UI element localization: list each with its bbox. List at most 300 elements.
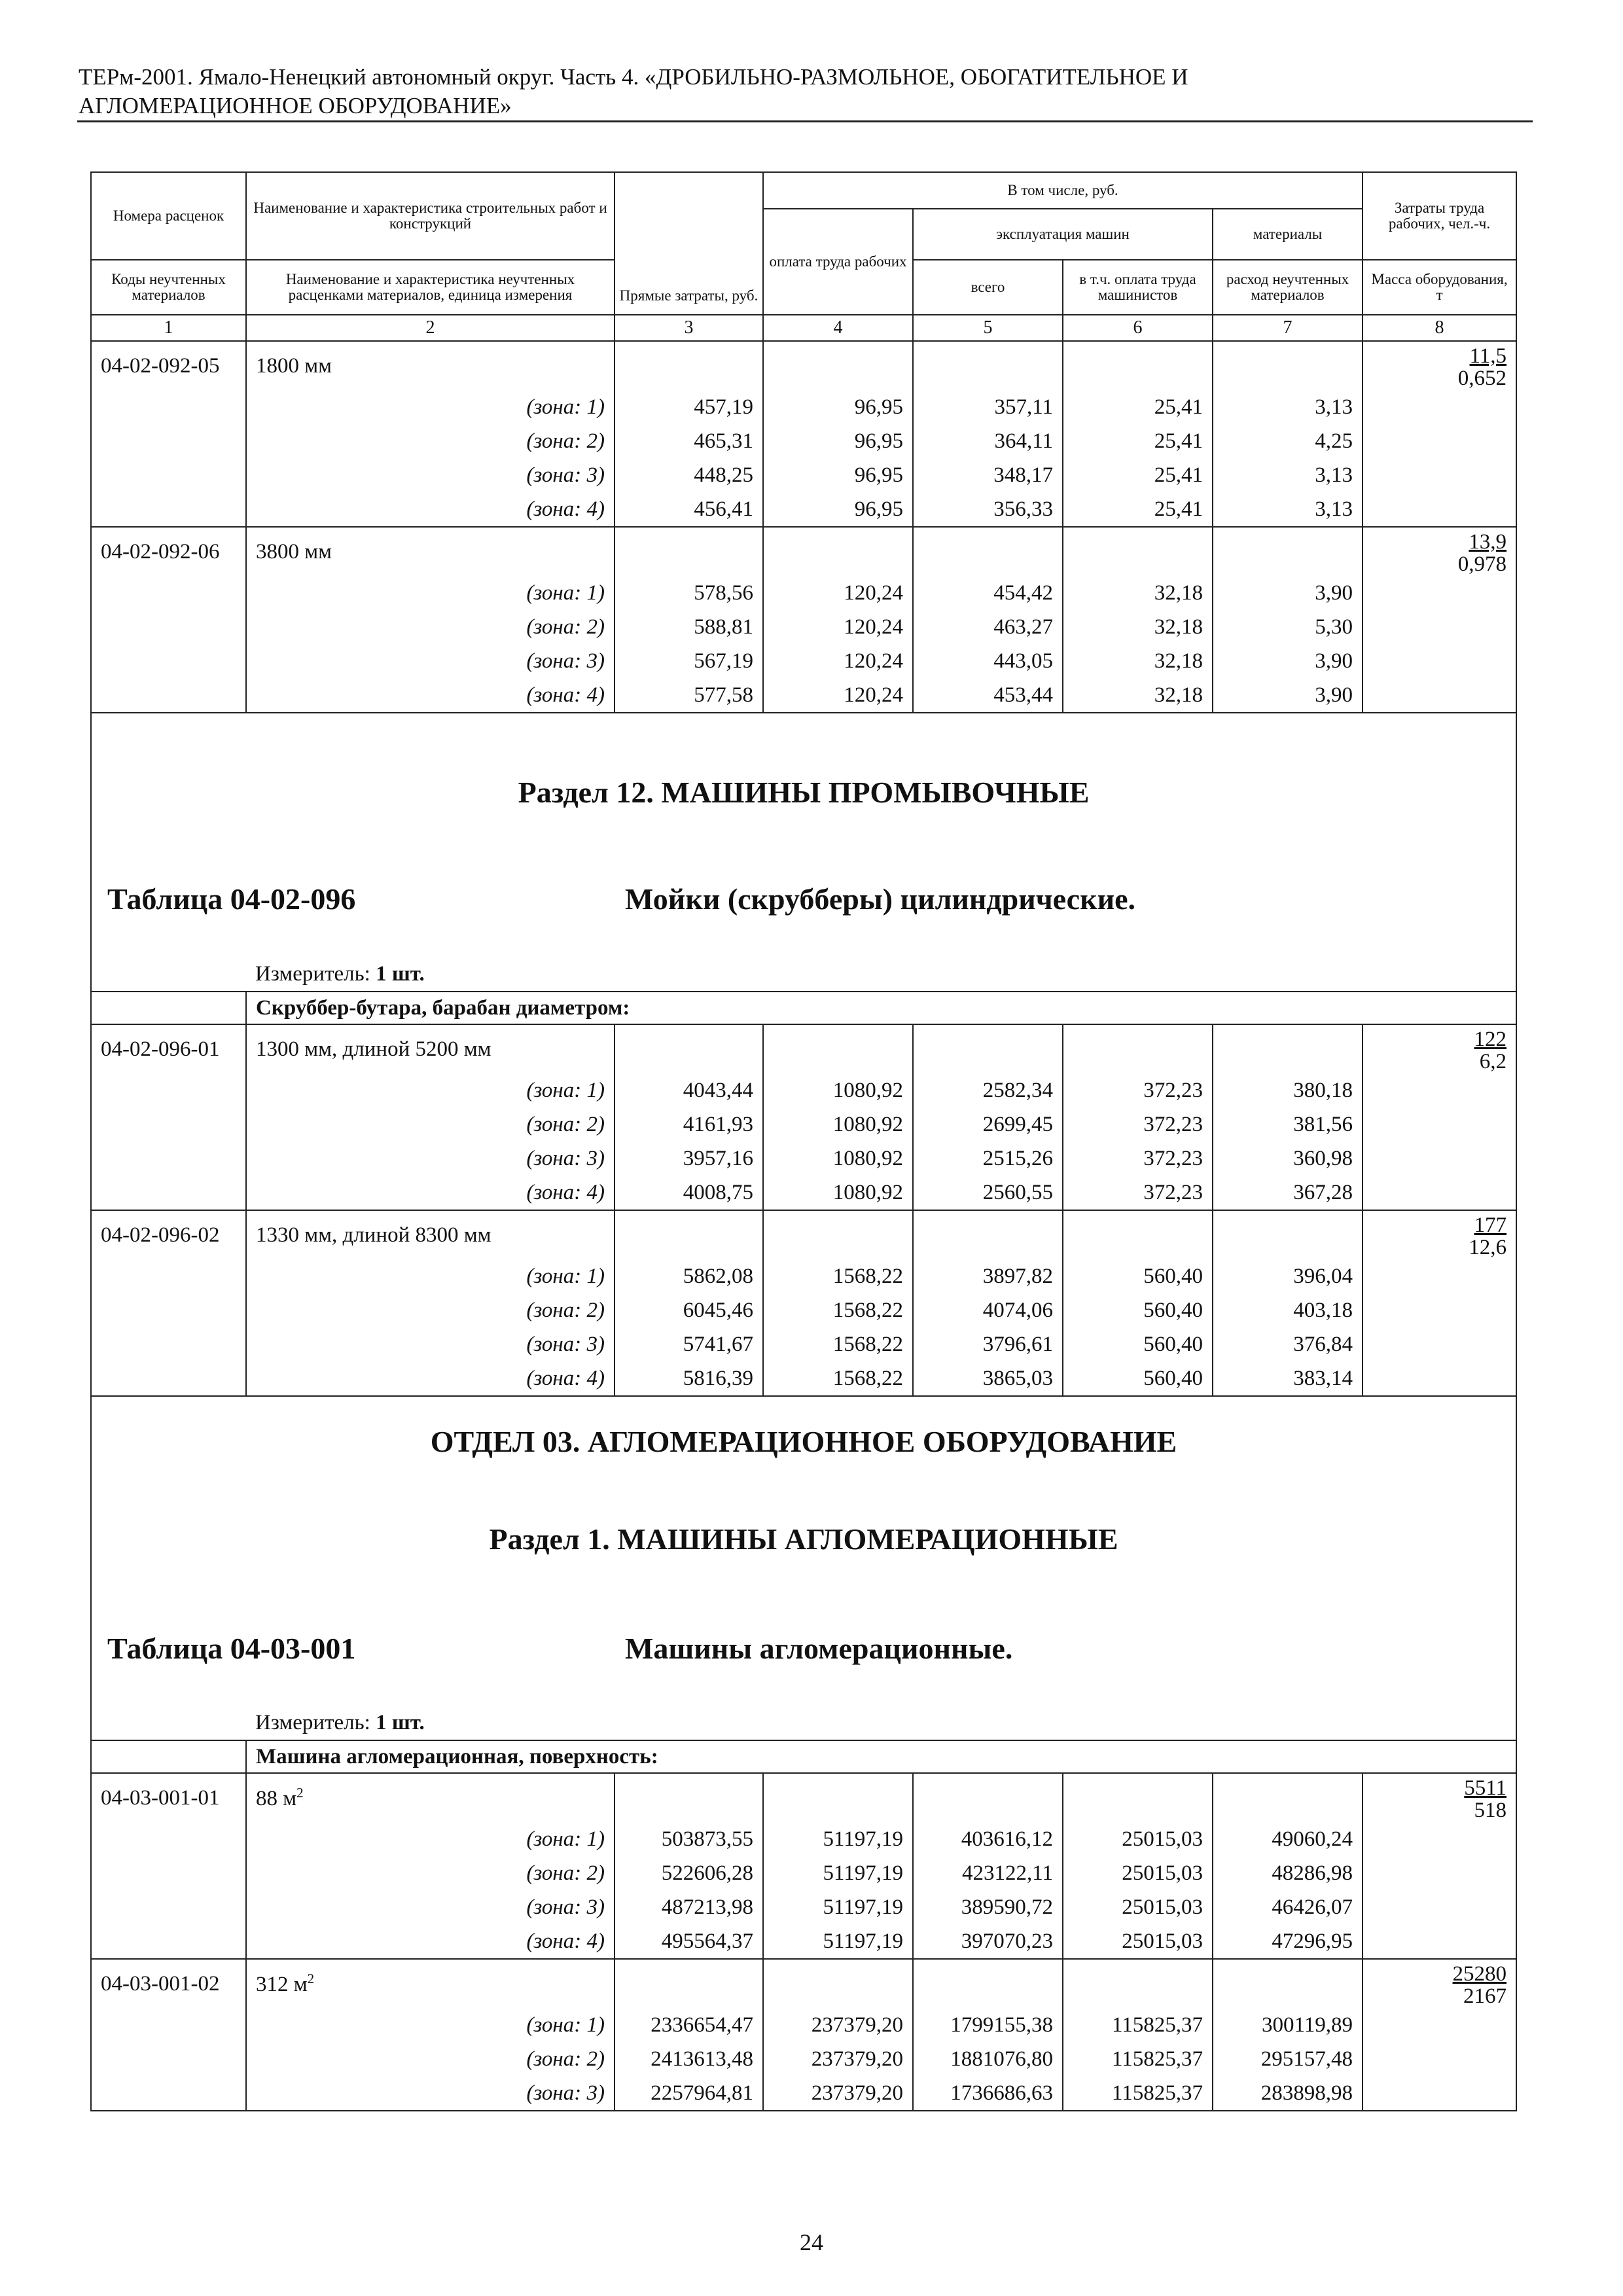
zone-value: 357,11: [913, 390, 1063, 424]
zone-row: [91, 2042, 1516, 2076]
empty-cell: [1363, 1293, 1516, 1327]
empty-cell: [1363, 1822, 1516, 1856]
zone-value: 560,40: [1063, 1327, 1213, 1361]
empty-cell: [1363, 2008, 1516, 2042]
zone-value: 237379,20: [763, 2042, 913, 2076]
table-title: [92, 875, 1516, 930]
zone-value: 522606,28: [615, 1856, 763, 1890]
rate-item-row: [91, 1959, 1516, 2008]
zone-row: [91, 1822, 1516, 1856]
zone-value: 49060,24: [1213, 1822, 1363, 1856]
dept03-block-cell: [91, 1396, 1516, 1711]
equipment-mass: 6,2: [1479, 1050, 1507, 1073]
zone-value: 360,98: [1213, 1141, 1363, 1175]
zone-label: (зона: 1): [246, 390, 615, 424]
empty-cell: [1363, 1107, 1516, 1141]
rate-name: [246, 341, 615, 390]
zone-value: 403616,12: [913, 1822, 1063, 1856]
zone-value: 115825,37: [1063, 2042, 1213, 2076]
empty-cell: [615, 341, 763, 390]
zone-value: 1736686,63: [913, 2076, 1063, 2111]
empty-cell: [1213, 1773, 1363, 1822]
empty-cell: [91, 1293, 246, 1327]
zone-label: (зона: 2): [246, 2042, 615, 2076]
col-number: 5: [913, 315, 1063, 341]
zone-label: (зона: 2): [246, 424, 615, 458]
empty-cell: [91, 1073, 246, 1107]
labor-mass-fraction: [1363, 1959, 1516, 2008]
section12-block-cell: [91, 713, 1516, 962]
measure-cell: [91, 962, 1516, 992]
zone-value: 4043,44: [615, 1073, 763, 1107]
zone-row: [91, 1856, 1516, 1890]
rate-name: [246, 1024, 615, 1073]
rate-name-text: 1800 мм: [256, 353, 332, 378]
zone-label: (зона: 2): [246, 610, 615, 644]
zone-value: 32,18: [1063, 678, 1213, 713]
empty-cell: [1063, 1024, 1213, 1073]
empty-cell: [1063, 1773, 1213, 1822]
zone-value: 283898,98: [1213, 2076, 1363, 2111]
group-title: Скруббер-бутара, барабан диаметром:: [246, 992, 1516, 1024]
empty-cell: [1363, 492, 1516, 527]
rate-name: [246, 1210, 615, 1259]
zone-value: 448,25: [615, 458, 763, 492]
rate-item-row: [91, 1024, 1516, 1073]
zone-value: 453,44: [913, 678, 1063, 713]
zone-value: 2336654,47: [615, 2008, 763, 2042]
zone-value: 3865,03: [913, 1361, 1063, 1396]
zone-label: (зона: 2): [246, 1856, 615, 1890]
empty-cell: [91, 1822, 246, 1856]
zone-value: 25,41: [1063, 458, 1213, 492]
zone-value: 389590,72: [913, 1890, 1063, 1924]
zone-value: 380,18: [1213, 1073, 1363, 1107]
zone-value: 25,41: [1063, 390, 1213, 424]
col8-header-a: Затраты труда рабочих, чел.-ч.: [1363, 172, 1516, 260]
zone-value: 588,81: [615, 610, 763, 644]
zone-value: 120,24: [763, 644, 913, 678]
equipment-mass: 0,978: [1457, 552, 1507, 576]
measure-label: Измеритель:: [255, 962, 370, 986]
empty-cell: [91, 576, 246, 610]
section12-title: Раздел 12. МАШИНЫ ПРОМЫВОЧНЫЕ: [518, 776, 1090, 809]
table-code: Таблица 04-02-096: [107, 882, 356, 916]
unit-superscript: 2: [307, 1971, 315, 1986]
zone-value: 3,13: [1213, 390, 1363, 424]
rate-code: 04-02-096-01: [91, 1024, 246, 1073]
zone-value: 120,24: [763, 576, 913, 610]
col-number: 8: [1363, 315, 1516, 341]
empty-cell: [91, 678, 246, 713]
zone-row: [91, 1924, 1516, 1959]
unit-superscript: 2: [296, 1785, 304, 1801]
zone-value: 237379,20: [763, 2076, 913, 2111]
empty-cell: [913, 527, 1063, 576]
empty-cell: [763, 1773, 913, 1822]
header-line-2: АГЛОМЕРАЦИОННОЕ ОБОРУДОВАНИЕ»: [79, 93, 512, 118]
zone-value: 1568,22: [763, 1361, 913, 1396]
zone-label: (зона: 2): [246, 1293, 615, 1327]
zone-value: 367,28: [1213, 1175, 1363, 1210]
zone-label: (зона: 3): [246, 644, 615, 678]
labor-mass-fraction: [1363, 527, 1516, 576]
empty-cell: [91, 1107, 246, 1141]
empty-cell: [1063, 1959, 1213, 2008]
empty-cell: [1213, 1210, 1363, 1259]
labor-mass-fraction: [1363, 1024, 1516, 1073]
zone-row: [91, 1175, 1516, 1210]
empty-cell: [1213, 527, 1363, 576]
zone-row: [91, 1259, 1516, 1293]
col-number: 1: [91, 315, 246, 341]
empty-cell: [913, 1210, 1063, 1259]
zone-value: 457,19: [615, 390, 763, 424]
zone-value: 2257964,81: [615, 2076, 763, 2111]
machines-header: эксплуатация машин: [913, 209, 1213, 260]
zone-value: 2560,55: [913, 1175, 1063, 1210]
zone-value: 1080,92: [763, 1107, 913, 1141]
zone-label: (зона: 4): [246, 492, 615, 527]
zone-value: 51197,19: [763, 1856, 913, 1890]
zone-value: 5,30: [1213, 610, 1363, 644]
zone-value: 372,23: [1063, 1141, 1213, 1175]
equipment-mass: 518: [1474, 1799, 1507, 1822]
zone-label: (зона: 3): [246, 2076, 615, 2111]
zone-value: 2699,45: [913, 1107, 1063, 1141]
rate-name-text: 1330 мм, длиной 8300 мм: [256, 1223, 491, 1247]
zone-value: 25,41: [1063, 492, 1213, 527]
empty-cell: [913, 341, 1063, 390]
zone-label: (зона: 4): [246, 678, 615, 713]
section12-block: [91, 713, 1516, 962]
empty-cell: [615, 1959, 763, 2008]
zone-value: 47296,95: [1213, 1924, 1363, 1959]
zone-value: 1568,22: [763, 1259, 913, 1293]
zone-label: (зона: 3): [246, 1141, 615, 1175]
zone-row: [91, 1107, 1516, 1141]
labor-cost: 5511: [1464, 1776, 1507, 1800]
empty-cell: [763, 341, 913, 390]
zone-value: 120,24: [763, 610, 913, 644]
col-number: 2: [246, 315, 615, 341]
section1-title: Раздел 1. МАШИНЫ АГЛОМЕРАЦИОННЫЕ: [489, 1522, 1118, 1556]
zone-label: (зона: 1): [246, 2008, 615, 2042]
empty-cell: [1363, 678, 1516, 713]
empty-cell: [91, 2076, 246, 2111]
zone-value: 25,41: [1063, 424, 1213, 458]
col-number: 7: [1213, 315, 1363, 341]
zone-row: [91, 1073, 1516, 1107]
dept03-block: [91, 1396, 1516, 1711]
col8-header-b: Масса оборудования, т: [1363, 260, 1516, 315]
zone-value: 1080,92: [763, 1175, 913, 1210]
empty-cell: [91, 1259, 246, 1293]
zone-row: [91, 1293, 1516, 1327]
empty-cell: [1363, 1327, 1516, 1361]
zone-value: 3957,16: [615, 1141, 763, 1175]
zone-value: 463,27: [913, 610, 1063, 644]
col-number: 6: [1063, 315, 1213, 341]
empty-cell: [1363, 1890, 1516, 1924]
zone-value: 423122,11: [913, 1856, 1063, 1890]
rate-name: [246, 527, 615, 576]
empty-cell: [1363, 1259, 1516, 1293]
rate-code: 04-03-001-02: [91, 1959, 246, 2008]
department03-title: ОТДЕЛ 03. АГЛОМЕРАЦИОННОЕ ОБОРУДОВАНИЕ: [430, 1425, 1177, 1458]
zone-value: 1881076,80: [913, 2042, 1063, 2076]
zone-value: 381,56: [1213, 1107, 1363, 1141]
zone-value: 560,40: [1063, 1293, 1213, 1327]
empty-cell: [91, 1740, 246, 1773]
empty-cell: [763, 1024, 913, 1073]
equipment-mass: 0,652: [1457, 367, 1507, 390]
empty-cell: [913, 1773, 1063, 1822]
empty-cell: [1363, 424, 1516, 458]
zone-value: 4008,75: [615, 1175, 763, 1210]
col2-header-b: Наименование и характеристика неучтенных расценками материалов, единица измерения: [246, 260, 615, 315]
zone-value: 1568,22: [763, 1327, 913, 1361]
zone-value: 4,25: [1213, 424, 1363, 458]
zone-value: 25015,03: [1063, 1924, 1213, 1959]
zone-value: 465,31: [615, 424, 763, 458]
zone-value: 1568,22: [763, 1293, 913, 1327]
col-number: 3: [615, 315, 763, 341]
rate-name-text: 1300 мм, длиной 5200 мм: [256, 1037, 491, 1061]
empty-cell: [1213, 341, 1363, 390]
empty-cell: [1213, 1959, 1363, 2008]
zone-row: [91, 424, 1516, 458]
zone-value: 456,41: [615, 492, 763, 527]
zone-value: 48286,98: [1213, 1856, 1363, 1890]
labor-cost: 13,9: [1469, 530, 1507, 554]
col6-header: в т.ч. оплата труда машинистов: [1063, 260, 1213, 315]
zone-value: 495564,37: [615, 1924, 763, 1959]
rate-code: 04-02-092-06: [91, 527, 246, 576]
measure-value: 1 шт.: [376, 1711, 425, 1734]
zone-value: 2582,34: [913, 1073, 1063, 1107]
zone-value: 2515,26: [913, 1141, 1063, 1175]
zone-value: 96,95: [763, 492, 913, 527]
empty-cell: [1363, 1856, 1516, 1890]
zone-value: 3,90: [1213, 678, 1363, 713]
table-name: Мойки (скрубберы) цилиндрические.: [625, 882, 1136, 916]
zone-value: 1080,92: [763, 1073, 913, 1107]
page-number: 24: [800, 2229, 823, 2255]
zone-value: 25015,03: [1063, 1890, 1213, 1924]
table-title: [92, 1624, 1516, 1679]
zone-value: 356,33: [913, 492, 1063, 527]
zone-label: (зона: 2): [246, 1107, 615, 1141]
zone-value: 3,13: [1213, 492, 1363, 527]
zone-row: [91, 1327, 1516, 1361]
empty-cell: [91, 1327, 246, 1361]
zone-value: 96,95: [763, 424, 913, 458]
zone-value: 348,17: [913, 458, 1063, 492]
empty-cell: [91, 458, 246, 492]
zone-value: 51197,19: [763, 1822, 913, 1856]
zone-value: 6045,46: [615, 1293, 763, 1327]
col7-header: расход неучтенных материалов: [1213, 260, 1363, 315]
zone-value: 5741,67: [615, 1327, 763, 1361]
empty-cell: [1063, 341, 1213, 390]
labor-cost: 11,5: [1469, 344, 1507, 368]
zone-value: 32,18: [1063, 644, 1213, 678]
rate-name: [246, 1959, 615, 2008]
measure-row: [91, 962, 1516, 992]
zone-value: 487213,98: [615, 1890, 763, 1924]
empty-cell: [91, 2008, 246, 2042]
zone-row: [91, 1890, 1516, 1924]
zone-value: 32,18: [1063, 576, 1213, 610]
zone-value: 237379,20: [763, 2008, 913, 2042]
empty-cell: [91, 390, 246, 424]
labor-cost: 122: [1474, 1028, 1507, 1051]
zone-label: (зона: 4): [246, 1175, 615, 1210]
measure-row: [91, 1711, 1516, 1740]
zone-value: 1080,92: [763, 1141, 913, 1175]
empty-cell: [1363, 2076, 1516, 2111]
empty-cell: [91, 610, 246, 644]
zone-label: (зона: 1): [246, 576, 615, 610]
empty-cell: [1363, 390, 1516, 424]
zone-value: 372,23: [1063, 1073, 1213, 1107]
in-total-header: В том числе, руб.: [763, 172, 1363, 209]
zone-value: 25015,03: [1063, 1856, 1213, 1890]
header-line-1: ТЕРм-2001. Ямало-Ненецкий автономный округ. Часть 4. «ДРОБИЛЬНО-РАЗМОЛЬНОЕ, ОБОГАТИТЕЛЬНОЕ И: [79, 64, 1188, 90]
zone-value: 3,90: [1213, 644, 1363, 678]
zone-label: (зона: 1): [246, 1259, 615, 1293]
group-title: Машина агломерационная, поверхность:: [246, 1740, 1516, 1773]
zone-value: 454,42: [913, 576, 1063, 610]
empty-cell: [1213, 1024, 1363, 1073]
col5-header: всего: [913, 260, 1063, 315]
measure-cell: [91, 1711, 1516, 1740]
empty-cell: [91, 492, 246, 527]
zone-value: 503873,55: [615, 1822, 763, 1856]
rate-code: 04-02-092-05: [91, 341, 246, 390]
table-name: Машины агломерационные.: [625, 1632, 1013, 1665]
empty-cell: [91, 1361, 246, 1396]
zone-value: 96,95: [763, 390, 913, 424]
empty-cell: [91, 1924, 246, 1959]
empty-cell: [763, 527, 913, 576]
zone-value: 578,56: [615, 576, 763, 610]
empty-cell: [1363, 2042, 1516, 2076]
rate-code: 04-02-096-02: [91, 1210, 246, 1259]
empty-cell: [913, 1959, 1063, 2008]
zone-row: [91, 1141, 1516, 1175]
zone-value: 46426,07: [1213, 1890, 1363, 1924]
empty-cell: [615, 1210, 763, 1259]
rate-name-text: 3800 мм: [256, 539, 332, 564]
empty-cell: [1363, 1924, 1516, 1959]
header-rule: [77, 120, 1533, 122]
zone-label: (зона: 1): [246, 1822, 615, 1856]
col4-header: оплата труда рабочих: [763, 209, 913, 315]
zone-value: 376,84: [1213, 1327, 1363, 1361]
empty-cell: [763, 1959, 913, 2008]
zone-value: 115825,37: [1063, 2076, 1213, 2111]
zone-value: 51197,19: [763, 1890, 913, 1924]
empty-cell: [91, 992, 246, 1024]
zone-row: [91, 2008, 1516, 2042]
col1-header-b: Коды неучтенных материалов: [91, 260, 246, 315]
empty-cell: [1063, 1210, 1213, 1259]
col2-header-a: Наименование и характеристика строительных работ и конструкций: [246, 172, 615, 260]
zone-value: 5862,08: [615, 1259, 763, 1293]
zone-row: [91, 678, 1516, 713]
empty-cell: [1363, 576, 1516, 610]
zone-value: 51197,19: [763, 1924, 913, 1959]
empty-cell: [1363, 458, 1516, 492]
group-row: [91, 1740, 1516, 1773]
zone-value: 3897,82: [913, 1259, 1063, 1293]
zone-value: 1799155,38: [913, 2008, 1063, 2042]
rate-item-row: [91, 1210, 1516, 1259]
zone-value: 567,19: [615, 644, 763, 678]
empty-cell: [1363, 610, 1516, 644]
materials-header: материалы: [1213, 209, 1363, 260]
zone-value: 96,95: [763, 458, 913, 492]
zone-value: 3,90: [1213, 576, 1363, 610]
empty-cell: [913, 1024, 1063, 1073]
empty-cell: [615, 1773, 763, 1822]
zone-value: 560,40: [1063, 1259, 1213, 1293]
measure-value: 1 шт.: [376, 962, 425, 986]
rate-name: [246, 1773, 615, 1822]
zone-row: [91, 610, 1516, 644]
zone-value: 115825,37: [1063, 2008, 1213, 2042]
zone-value: 383,14: [1213, 1361, 1363, 1396]
zone-value: 403,18: [1213, 1293, 1363, 1327]
zone-value: 2413613,48: [615, 2042, 763, 2076]
empty-cell: [1063, 527, 1213, 576]
rate-name-text: 312 м: [256, 1973, 308, 1996]
zone-label: (зона: 1): [246, 1073, 615, 1107]
zone-value: 4074,06: [913, 1293, 1063, 1327]
zone-value: 5816,39: [615, 1361, 763, 1396]
zone-value: 300119,89: [1213, 2008, 1363, 2042]
empty-cell: [615, 1024, 763, 1073]
empty-cell: [91, 1175, 246, 1210]
empty-cell: [91, 1856, 246, 1890]
empty-cell: [1363, 1175, 1516, 1210]
empty-cell: [91, 1141, 246, 1175]
zone-value: 560,40: [1063, 1361, 1213, 1396]
empty-cell: [1363, 644, 1516, 678]
zone-value: 443,05: [913, 644, 1063, 678]
labor-cost: 177: [1474, 1213, 1507, 1237]
zone-row: [91, 390, 1516, 424]
zone-value: 3796,61: [913, 1327, 1063, 1361]
zone-label: (зона: 3): [246, 1890, 615, 1924]
rate-item-row: [91, 527, 1516, 576]
zone-row: [91, 492, 1516, 527]
labor-mass-fraction: [1363, 1210, 1516, 1259]
empty-cell: [91, 644, 246, 678]
empty-cell: [1363, 1141, 1516, 1175]
zone-label: (зона: 3): [246, 1327, 615, 1361]
rate-item-row: [91, 341, 1516, 390]
zone-value: 364,11: [913, 424, 1063, 458]
table-code: Таблица 04-03-001: [107, 1632, 356, 1665]
column-numbers-row: [91, 315, 1516, 341]
zone-value: 396,04: [1213, 1259, 1363, 1293]
equipment-mass: 2167: [1463, 1984, 1507, 2008]
rate-item-row: [91, 1773, 1516, 1822]
zone-row: [91, 1361, 1516, 1396]
